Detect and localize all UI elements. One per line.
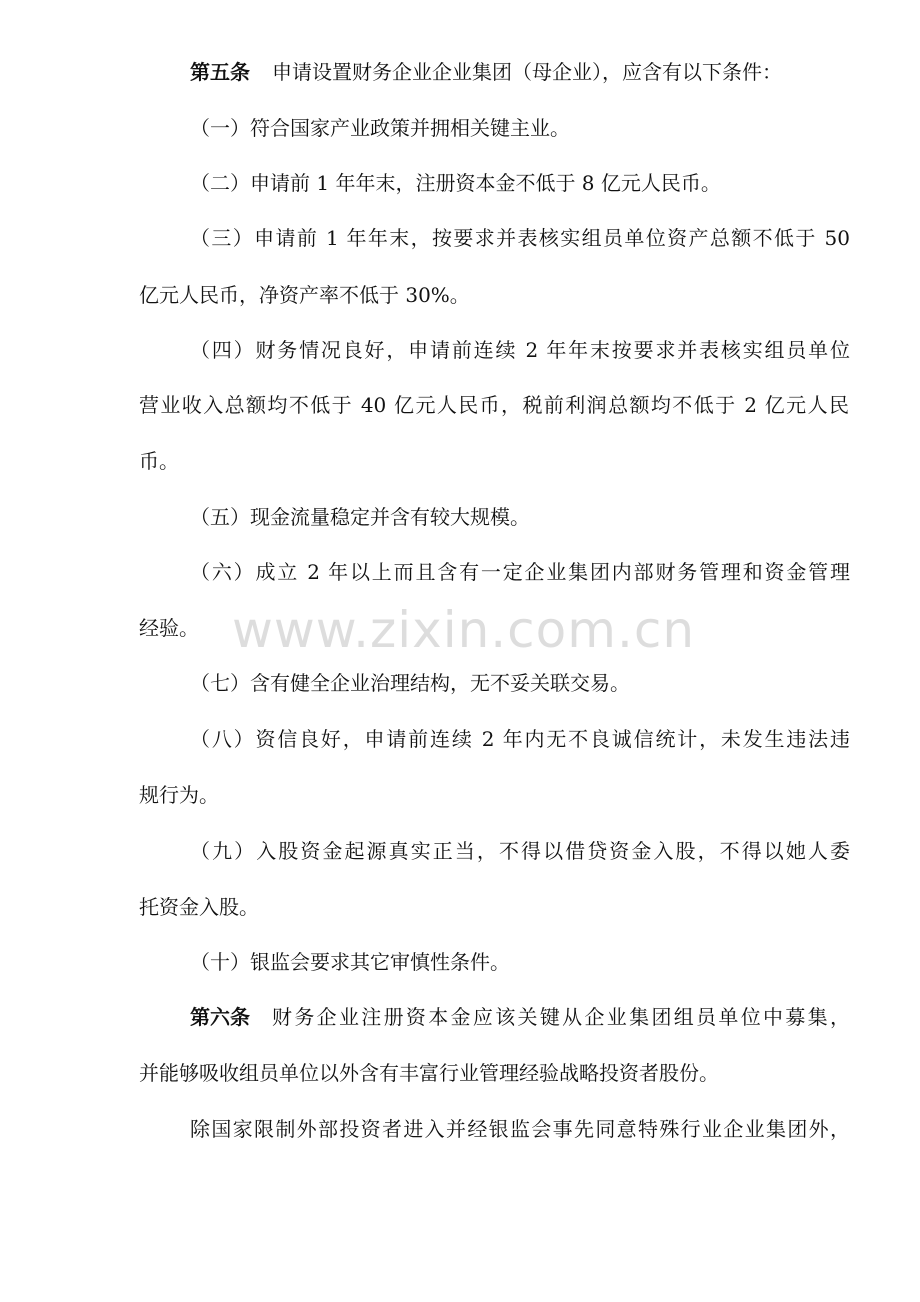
article-6-line-1: 财务企业注册资本金应该关键从企业集团组员单位中募集， (272, 1005, 850, 1029)
condition-9-line-1: （九）入股资金起源真实正当，不得以借贷资金入股，不得以她人委 (190, 839, 850, 863)
condition-4-line-3: 币。 (139, 449, 179, 473)
condition-3-line-1: （三）申请前 1 年年末，按要求并表核实组员单位资产总额不低于 50 (190, 226, 850, 250)
article-6-heading: 第六条 (190, 1005, 250, 1029)
condition-6-line-2: 经验。 (139, 616, 199, 640)
condition-8-line-1: （八）资信良好，申请前连续 2 年内无不良诚信统计，未发生违法违 (190, 727, 850, 751)
condition-8-line-2: 规行为。 (139, 783, 219, 807)
condition-10: （十）银监会要求其它审慎性条件。 (190, 950, 510, 974)
condition-2: （二）申请前 1 年年末，注册资本金不低于 8 亿元人民币。 (190, 171, 721, 195)
condition-1: （一）符合国家产业政策并拥相关键主业。 (190, 116, 570, 140)
condition-9-line-2: 托资金入股。 (139, 895, 259, 919)
article-5-heading: 第五条 (190, 60, 250, 84)
article-6-line-2: 并能够吸收组员单位以外含有丰富行业管理经验战略投资者股份。 (139, 1061, 719, 1085)
condition-4-line-1: （四）财务情况良好，申请前连续 2 年年末按要求并表核实组员单位 (190, 338, 850, 362)
condition-5: （五）现金流量稳定并含有较大规模。 (190, 505, 530, 529)
watermark: www.zixin.com.cn (232, 601, 696, 659)
article-6-heading-line (190, 1002, 850, 1032)
condition-4-line-2: 营业收入总额均不低于 40 亿元人民币，税前利润总额均不低于 2 亿元人民 (139, 393, 849, 417)
article-5-heading-line (190, 57, 850, 87)
condition-6-line-1: （六）成立 2 年以上而且含有一定企业集团内部财务管理和资金管理 (190, 560, 850, 584)
condition-7: （七）含有健全企业治理结构，无不妥关联交易。 (190, 671, 630, 695)
article-6-line-3: 除国家限制外部投资者进入并经银监会事先同意特殊行业企业集团外， (190, 1117, 850, 1141)
condition-3-line-2: 亿元人民币，净资产率不低于 30%。 (139, 283, 470, 307)
article-5-intro: 申请设置财务企业企业集团（母企业），应含有以下条件： (272, 60, 782, 84)
